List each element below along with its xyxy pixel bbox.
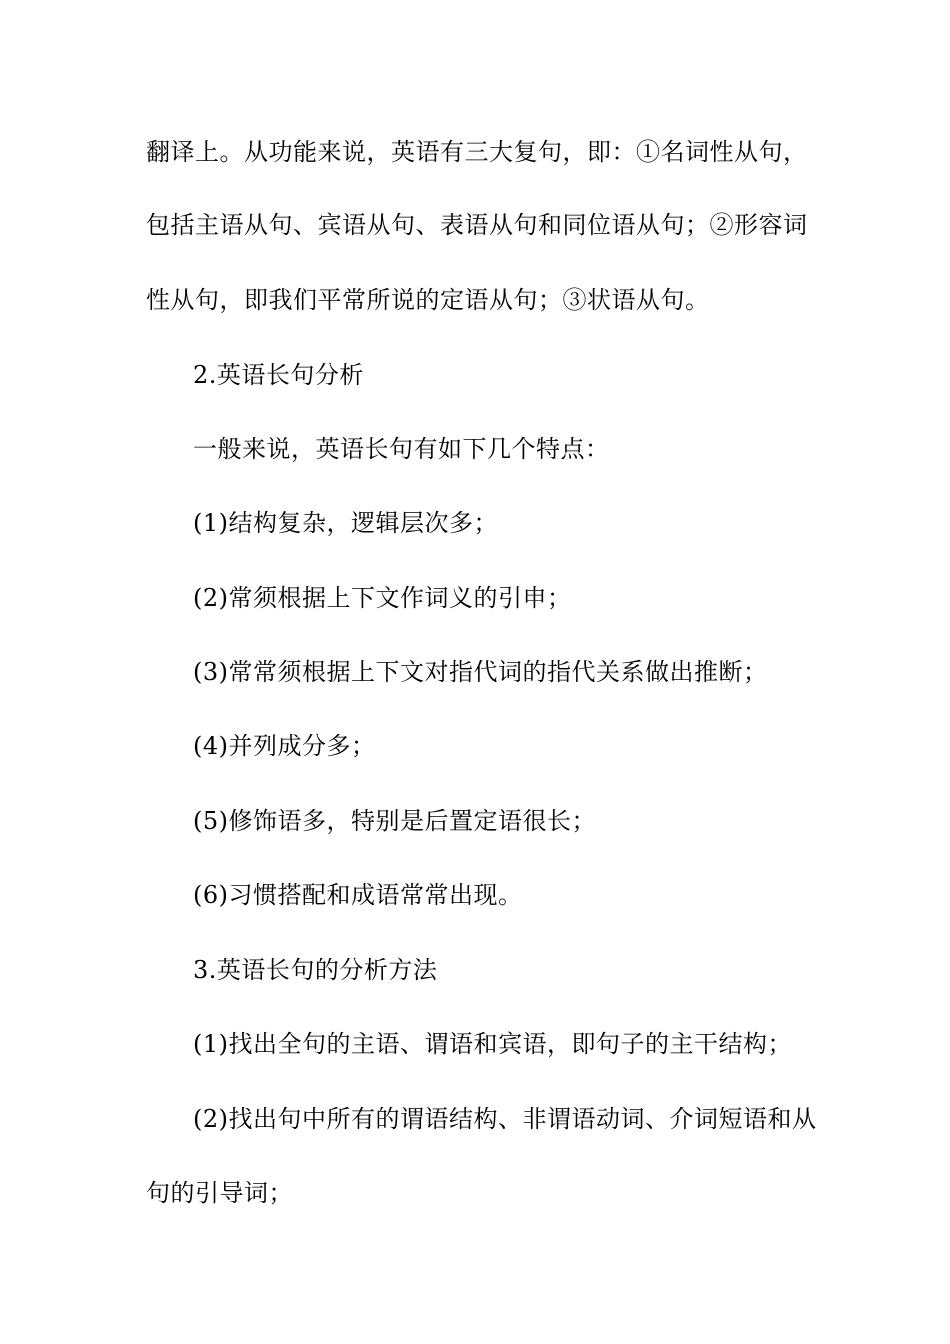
list-item: (3)常常须根据上下文对指代词的指代关系做出推断； — [193, 658, 768, 686]
list-item: (4)并列成分多； — [193, 732, 376, 760]
list-item: (6)习惯搭配和成语常常出现。 — [193, 881, 523, 909]
paragraph-line: 一般来说，英语长句有如下几个特点： — [193, 435, 610, 463]
section-heading: 3.英语长句的分析方法 — [193, 956, 438, 984]
list-item: (2)常须根据上下文作词义的引申； — [193, 584, 572, 612]
list-item: (1)结构复杂，逻辑层次多； — [193, 509, 498, 537]
list-item: (5)修饰语多，特别是后置定语很长； — [193, 807, 596, 835]
list-item: (2)找出句中所有的谓语结构、非谓语动词、介词短语和从 — [193, 1105, 817, 1133]
paragraph-line: 性从句，即我们平常所说的定语从句；③状语从句。 — [146, 286, 710, 314]
list-item-continuation: 句的引导词； — [146, 1179, 293, 1207]
section-heading: 2.英语长句分析 — [193, 361, 364, 389]
paragraph-line: 包括主语从句、宾语从句、表语从句和同位语从句；②形容词 — [146, 211, 808, 239]
list-item: (1)找出全句的主语、谓语和宾语，即句子的主干结构； — [193, 1030, 792, 1058]
paragraph-line: 翻译上。从功能来说，英语有三大复句，即：①名词性从句， — [146, 138, 808, 166]
